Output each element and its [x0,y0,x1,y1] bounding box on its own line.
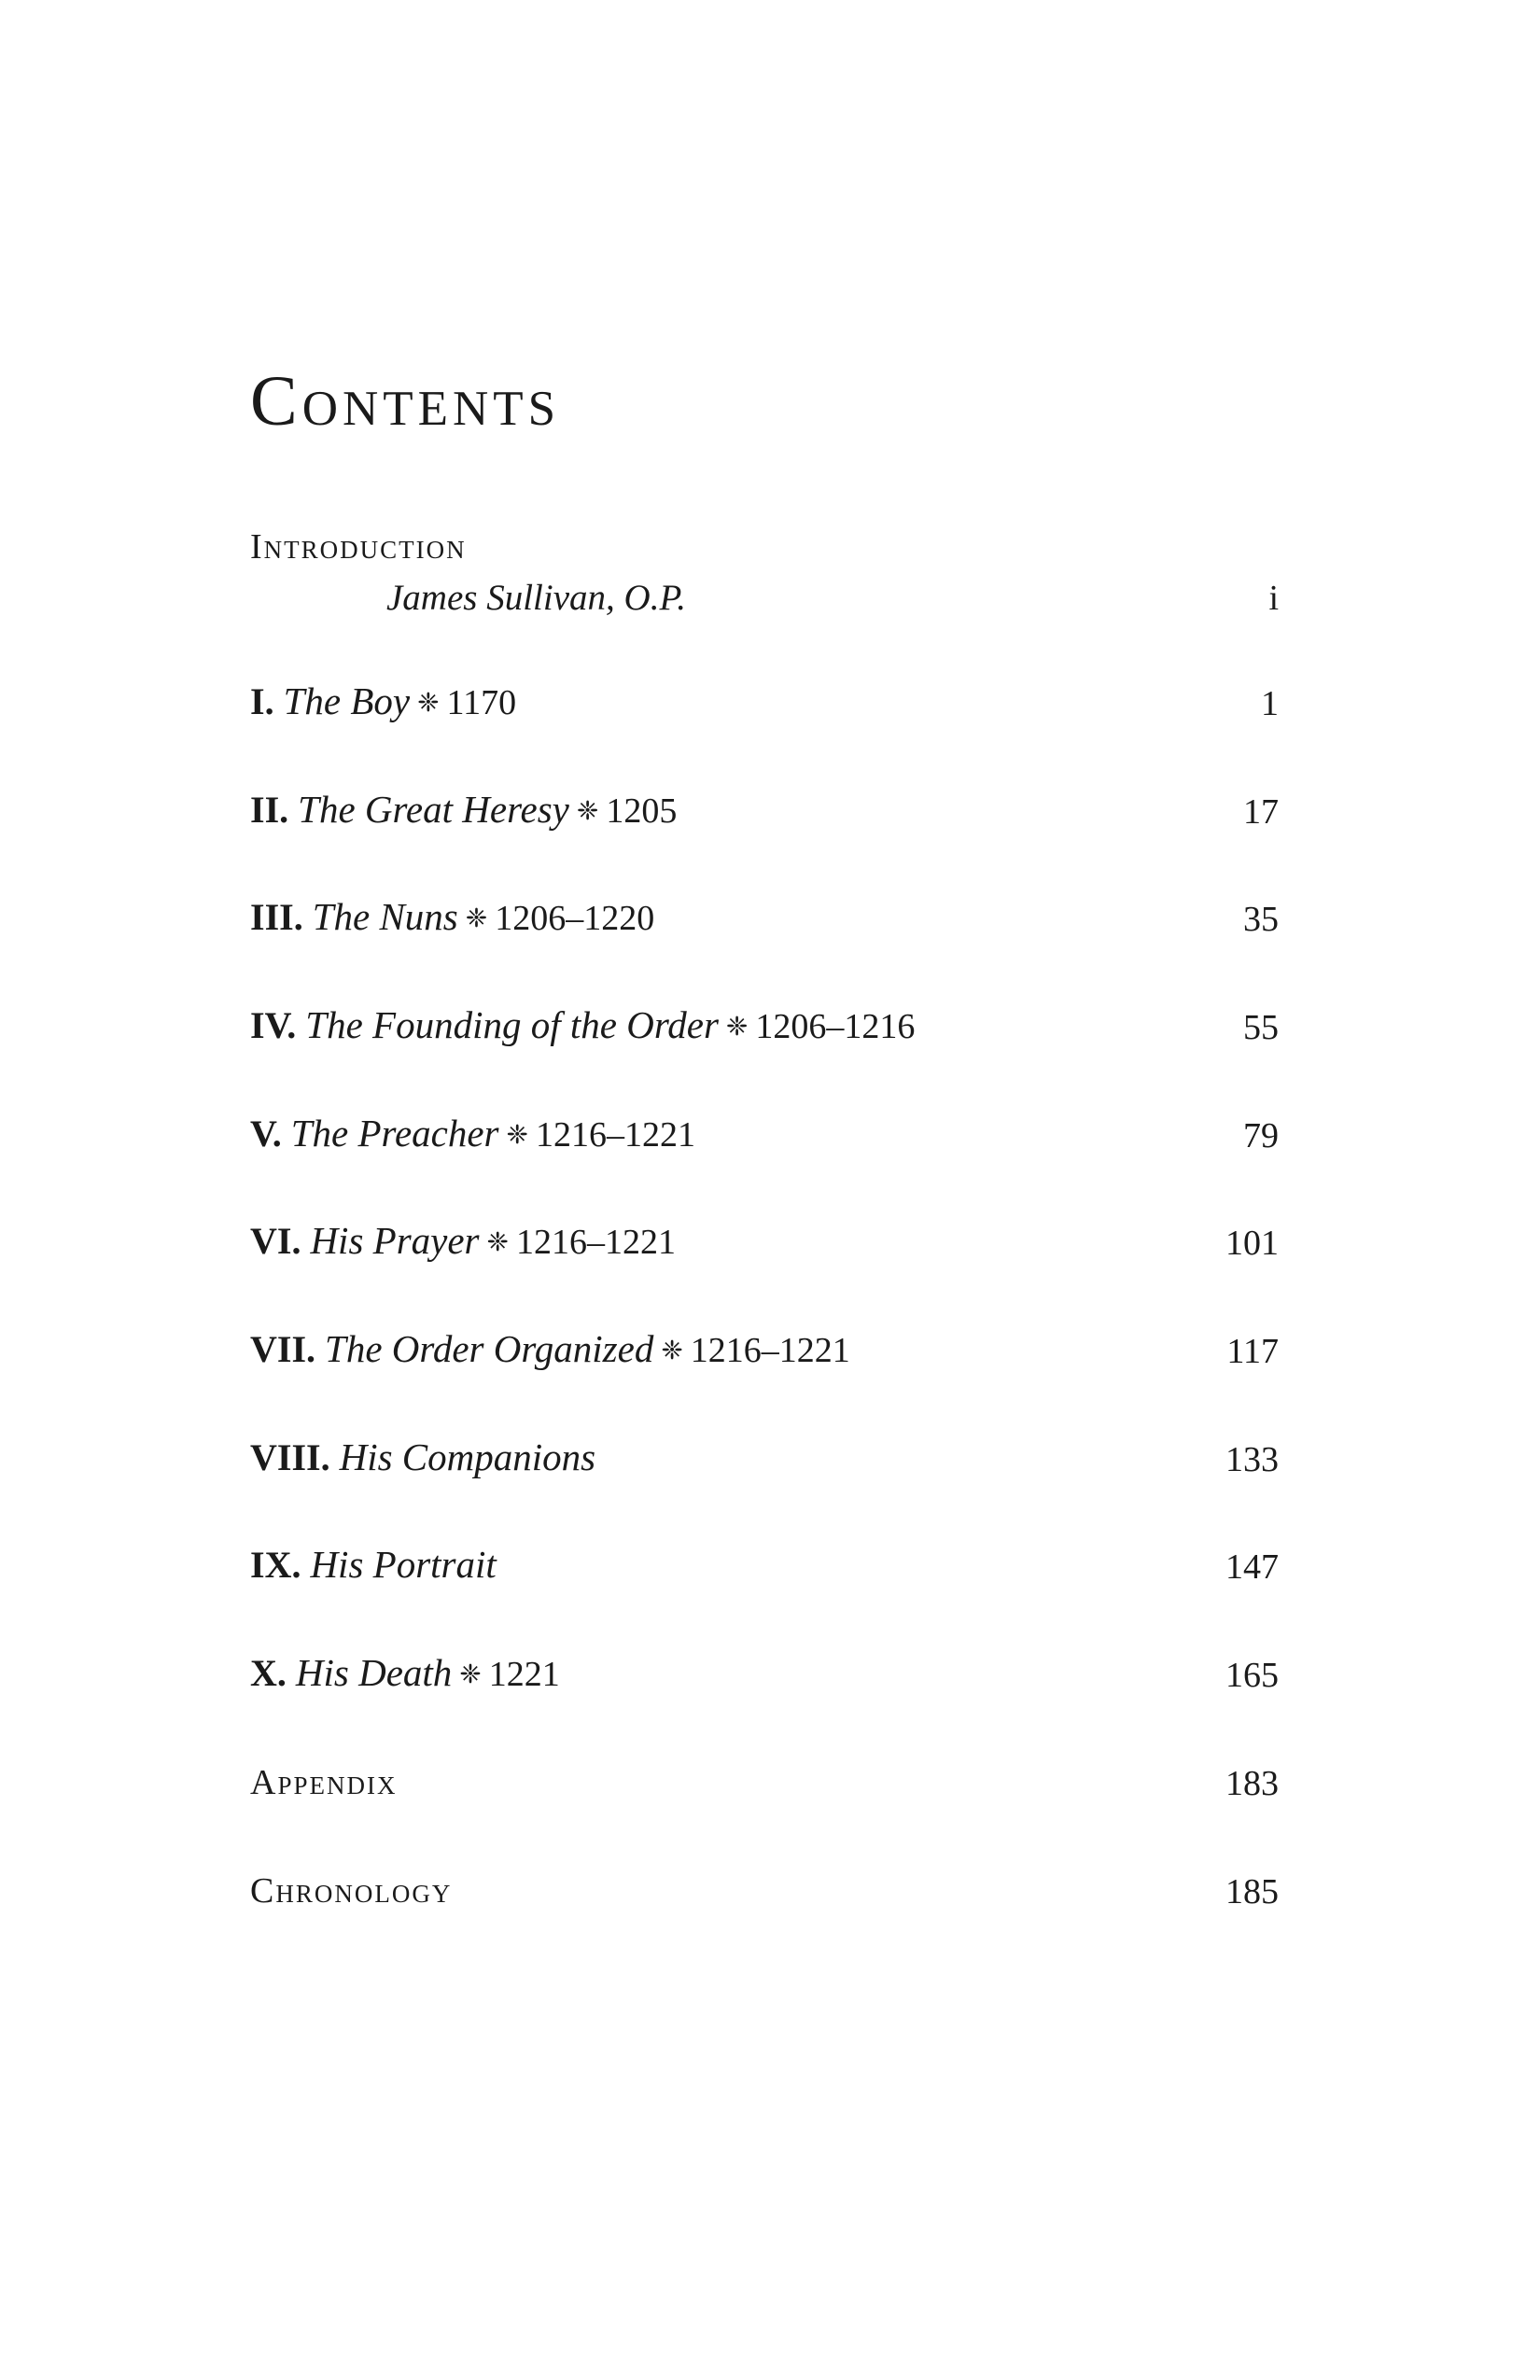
appendix-page-number: 183 [1225,1764,1279,1803]
chapter-numeral: VII. [250,1328,316,1370]
chapter-page-number: 165 [1225,1656,1279,1695]
chapter-page-number: 101 [1225,1224,1279,1263]
chapter-page-number: 55 [1243,1008,1279,1047]
chapter-title: The Boy [283,679,411,722]
chapter-numeral: VI. [250,1220,301,1262]
toc-entry-chapter-6[interactable] [250,1219,1279,1263]
chapter-title: His Prayer [310,1219,480,1262]
appendix-label: Appendix [250,1763,398,1802]
chapter-page-number: 17 [1243,792,1279,832]
separator-icon: ❈ [506,1121,528,1150]
chapter-date: 1205 [606,791,678,831]
chapter-date: 1221 [488,1655,560,1694]
chapter-page-number: 79 [1243,1116,1279,1155]
chapter-date: 1170 [446,683,517,722]
toc-entry-chapter-4[interactable] [250,1003,1279,1047]
toc-entry-chapter-2[interactable] [250,788,1279,832]
chapter-title: The Founding of the Order [305,1003,719,1046]
toc-entry-chapter-5[interactable] [250,1114,1279,1153]
chapter-page-number: 35 [1243,900,1279,939]
toc-entry-chapter-9[interactable] [250,1543,1279,1587]
chapter-page-number: 1 [1261,684,1279,723]
chapter-title: His Companions [339,1435,596,1478]
separator-icon: ❈ [465,904,488,933]
separator-icon: ❈ [661,1337,683,1365]
toc-entry-chapter-7[interactable] [250,1327,1279,1371]
chapter-title: His Death [295,1651,453,1694]
chapter-title: The Nuns [312,895,458,938]
chapter-title: The Great Heresy [298,788,569,831]
chapter-title: The Order Organized [325,1327,654,1370]
toc-entry-introduction[interactable] [250,526,1279,565]
separator-icon: ❈ [725,1013,749,1042]
toc-entry-chapter-8[interactable] [250,1435,1279,1479]
chapter-numeral: V. [250,1113,282,1155]
chapter-date: 1216–1221 [690,1331,850,1370]
separator-icon: ❈ [417,689,440,718]
separator-icon: ❈ [486,1228,509,1257]
chapter-page-number: 147 [1225,1547,1279,1587]
chapter-numeral: X. [250,1652,287,1694]
chapter-numeral: I. [250,680,274,722]
chapter-numeral: IX. [250,1544,301,1586]
chronology-label: Chronology [250,1871,453,1911]
chapter-page-number: 133 [1225,1440,1279,1479]
chapter-date: 1206–1216 [755,1007,916,1046]
chapter-numeral: III. [250,896,303,938]
chapter-numeral: IV. [250,1004,297,1046]
toc-entry-chronology[interactable] [250,1870,1279,1909]
separator-icon: ❈ [459,1660,482,1689]
toc-entry-chapter-3[interactable] [250,895,1279,939]
chapter-numeral: VIII. [250,1436,330,1478]
toc-entry-appendix[interactable] [250,1762,1279,1803]
introduction-author: James Sullivan, O.P. [386,578,686,618]
chronology-page-number: 185 [1225,1872,1279,1911]
chapter-title: The Preacher [290,1112,499,1155]
separator-icon: ❈ [576,797,599,826]
chapter-date: 1216–1221 [535,1115,695,1155]
chapter-date: 1216–1221 [515,1223,676,1262]
toc-entry-chapter-10[interactable] [250,1651,1279,1695]
introduction-label: Introduction [250,527,467,567]
page-title: Contents [250,362,561,441]
chapter-date: 1206–1220 [495,899,655,938]
toc-entry-chapter-1[interactable] [250,679,1279,723]
chapter-numeral: II. [250,789,289,831]
introduction-page-number: i [1268,579,1279,618]
chapter-page-number: 117 [1226,1332,1279,1371]
chapter-title: His Portrait [310,1543,497,1586]
